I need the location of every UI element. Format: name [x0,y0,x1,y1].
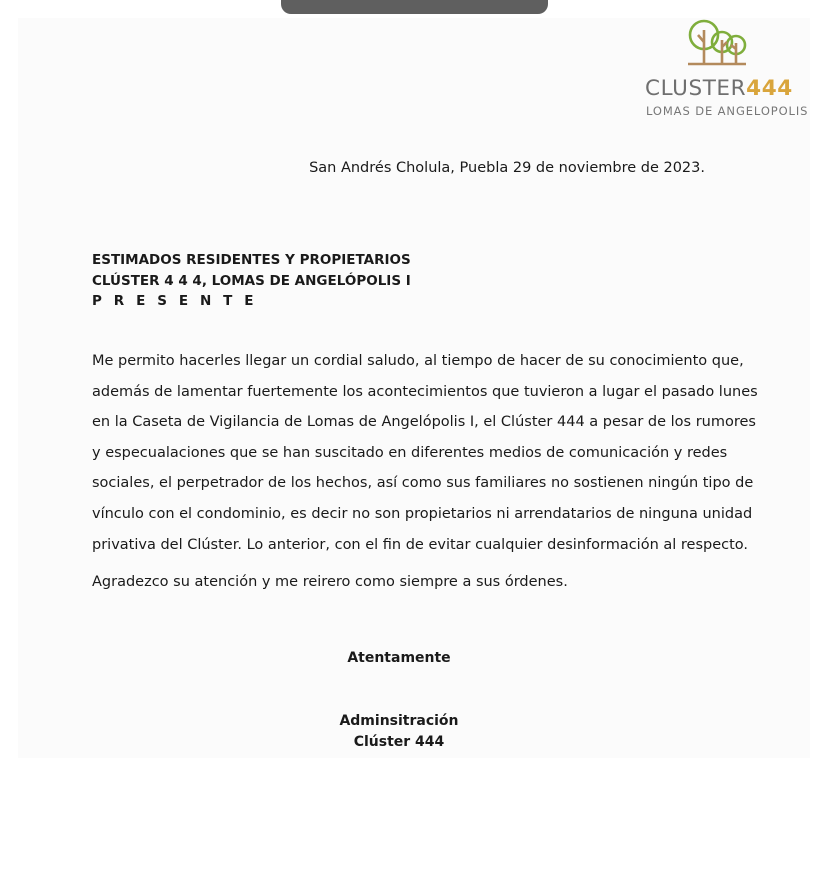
body-line: Me permito hacerles llegar un cordial saludo, al tiempo de hacer de su conocimiento que, [92,353,744,369]
letter-date: San Andrés Cholula, Puebla 29 de noviembre de 2023. [309,160,705,176]
signature-line-1: Adminsitración [339,713,459,729]
body-line: sociales, el perpetrador de los hechos, así como sus familiares no sostienen ningún tipo de [92,475,754,492]
letter-closing: Atentamente [347,650,451,666]
letter-body [92,346,758,560]
addressee-line-2: CLÚSTER 4 4 4, LOMAS DE ANGELÓPOLIS I [92,272,411,289]
top-handle-tab [281,0,548,14]
signature-line-2: Clúster 444 [353,733,445,750]
body-line: privativa del Clúster. Lo anterior, con el fin de evitar cualquier desinformación al respecto. [92,536,749,553]
logo-subtitle: LOMAS DE ANGELOPOLIS [646,104,809,118]
letter-signature [299,711,499,752]
addressee-line-1: ESTIMADOS RESIDENTES Y PROPIETARIOS [92,252,411,268]
addressee-line-3: P R E S E N T E [92,293,258,309]
letter-addressee [92,250,411,312]
letter-thanks: Agradezco su atención y me reirero como siempre a sus órdenes. [92,574,568,590]
logo-wordmark-number: 444 [746,76,793,101]
cluster-logo [640,18,809,118]
body-line: en la Caseta de Vigilancia de Lomas de Angelópolis I, el Clúster 444 a pesar de los rumores [92,414,756,431]
logo-wordmark [645,78,793,100]
body-line: vínculo con el condominio, es decir no son propietarios ni arrendatarios de ninguna unidad [92,505,753,522]
logo-wordmark-text: CLUSTER [645,76,747,101]
body-line: y especualaciones que se han suscitado en diferentes medios de comunicación y redes [92,444,728,461]
body-line: además de lamentar fuertemente los acontecimientos que tuvieron a lugar el pasado lunes [92,383,758,400]
trees-icon [684,18,748,68]
